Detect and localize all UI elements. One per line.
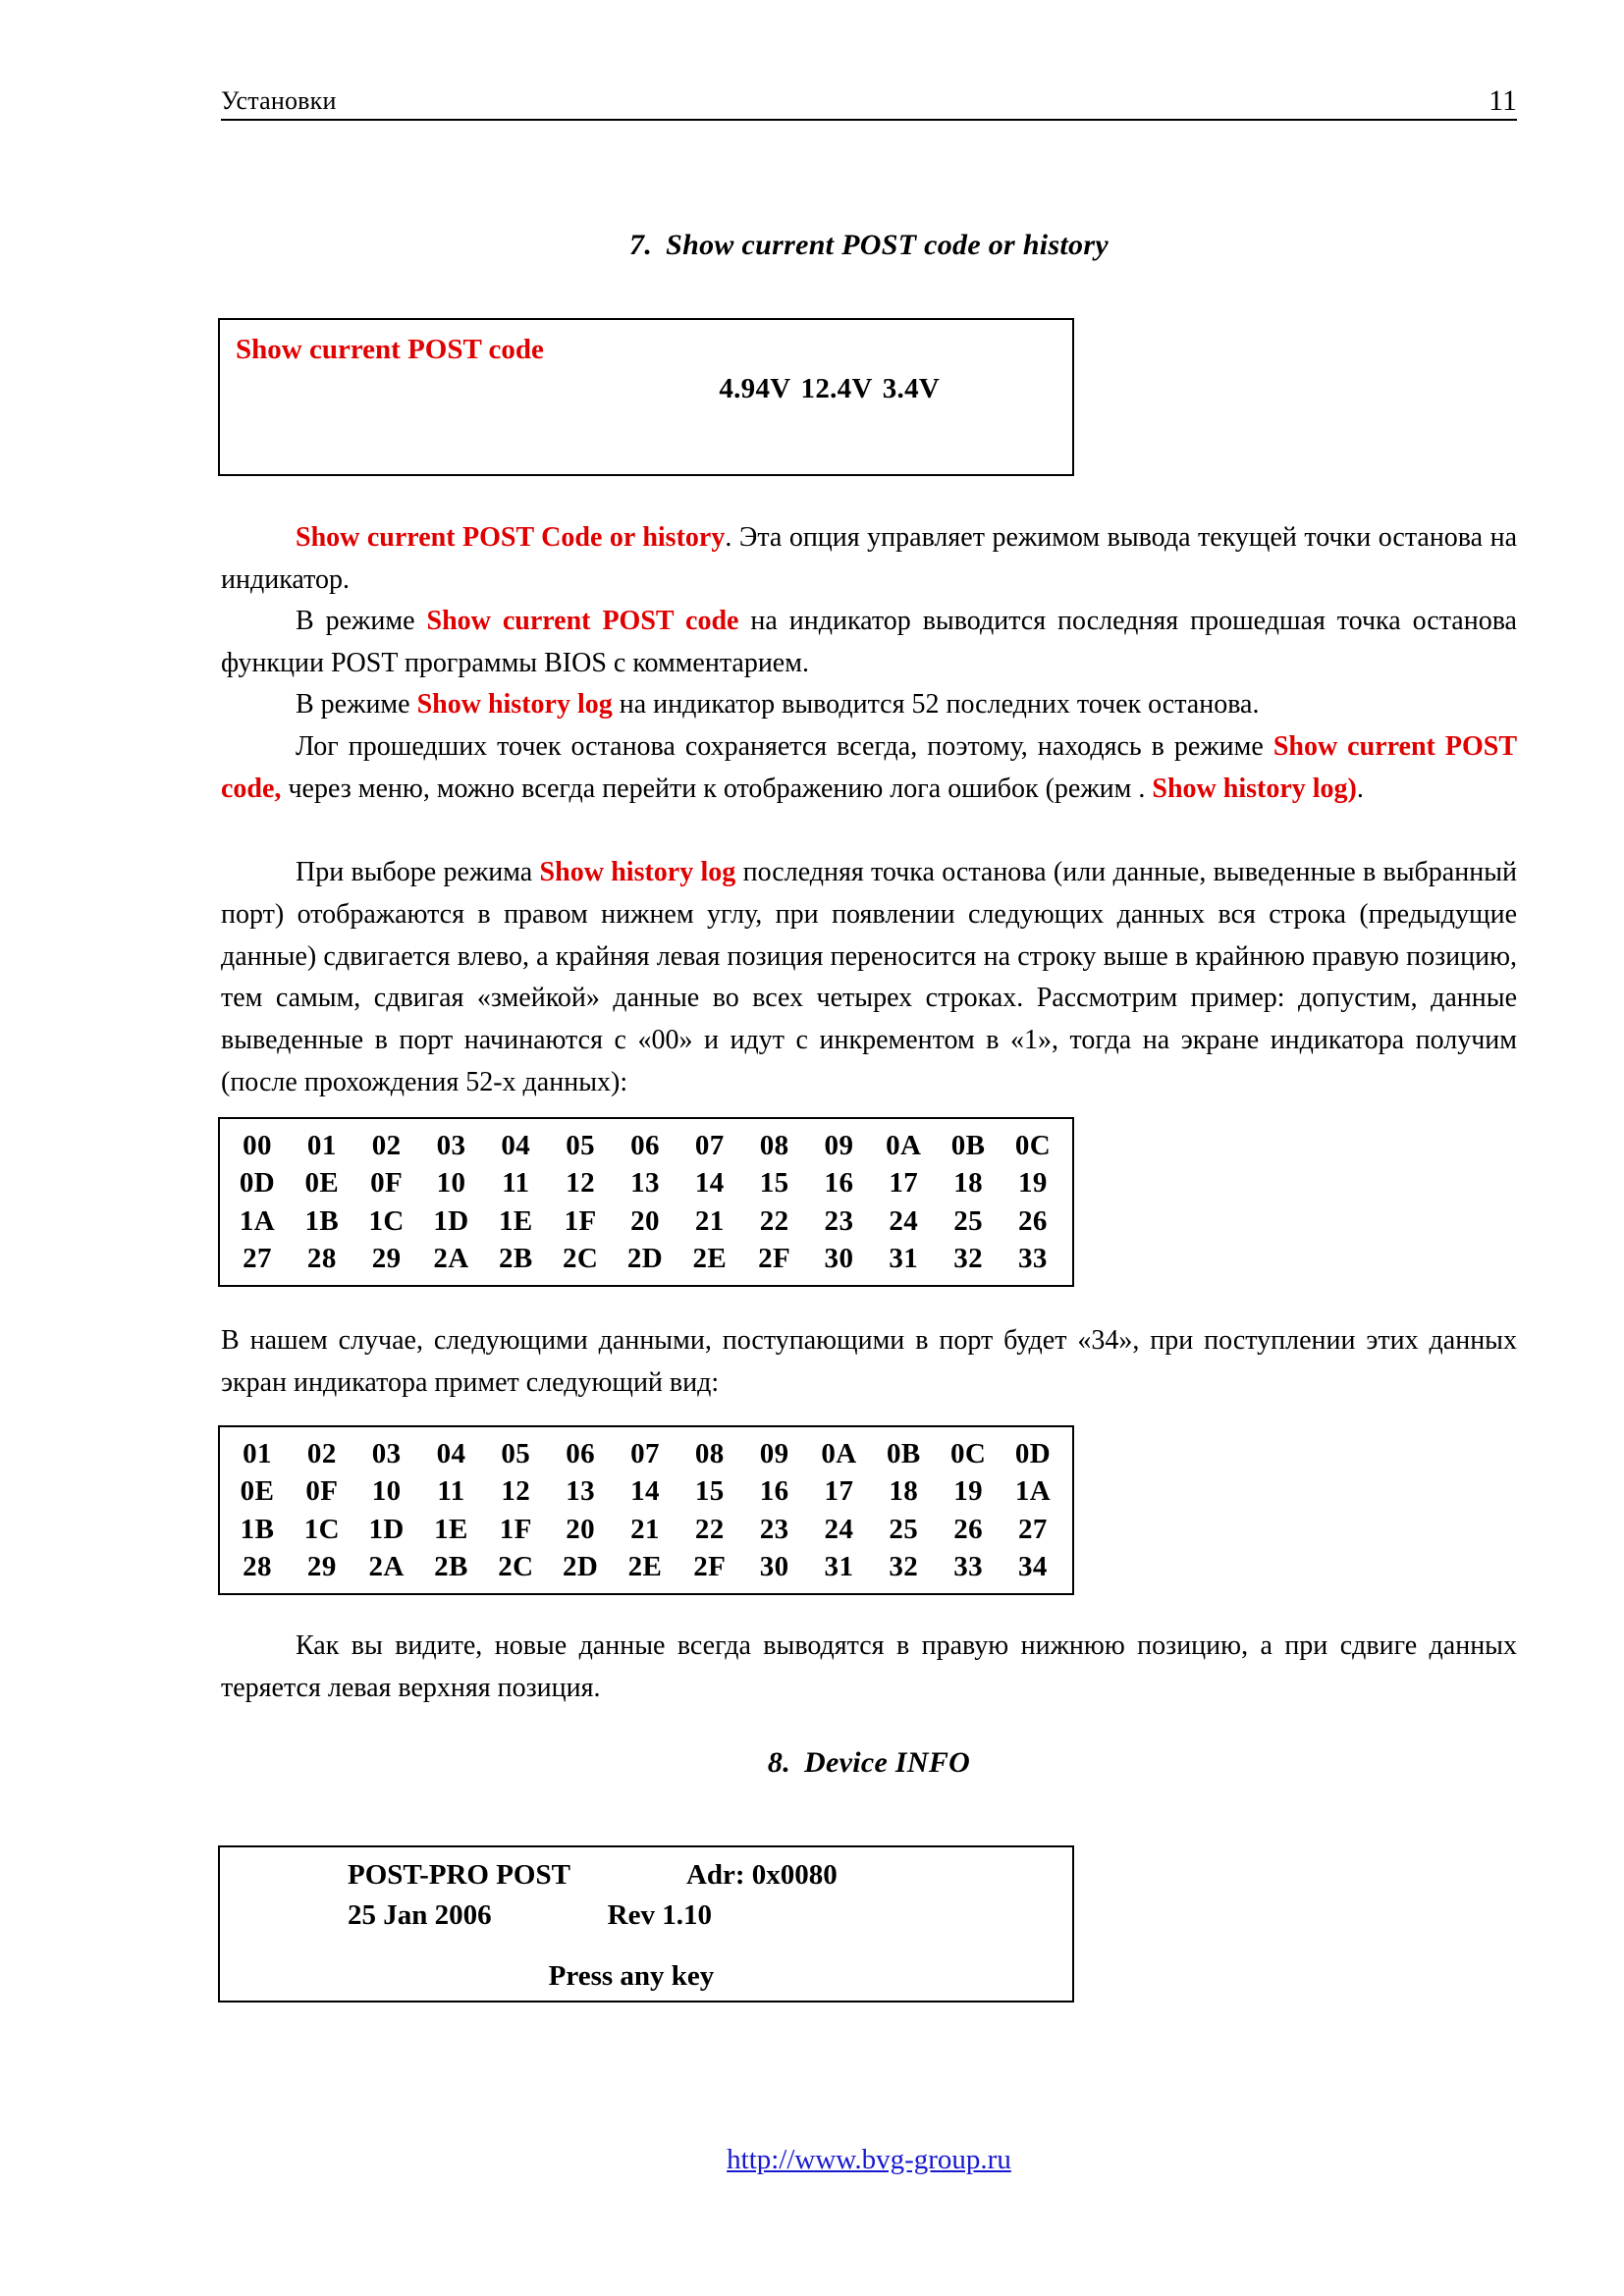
hex-cell: 05 <box>566 1130 596 1161</box>
hex-cell: 28 <box>306 1242 337 1274</box>
hex-cell: 04 <box>436 1438 466 1469</box>
hex-row <box>220 1202 1072 1240</box>
hex-cell: 12 <box>501 1475 531 1508</box>
hex-cell: 16 <box>759 1475 789 1508</box>
hex-cell: 02 <box>371 1130 402 1161</box>
hex-cell: 2B <box>498 1242 533 1274</box>
device-date: 25 Jan 2006 <box>348 1898 492 1931</box>
hex-cell: 06 <box>630 1130 660 1161</box>
paragraph-5-after: последняя точка останова (или данные, выведенные в выбранный порт) отображаются в правом нижнем углу, при появлении следующих данных вся строка (предыдущие данные) сдвигается влево, а крайняя левая позиция переносится на строку выше в крайнюю правую позицию, тем самым, сдвигая «змейкой» данные во всех четырех строках. Рассмотрим пример: допустим, данные выведенные в порт начинаются с «00» и идут с инкрементом в «1», тогда на экране индикатора получим (после прохождения 52-х данных): <box>221 857 1517 1098</box>
hex-cell: 0A <box>821 1438 857 1469</box>
hex-cell: 14 <box>694 1167 725 1200</box>
section-7-heading <box>221 229 1517 262</box>
hex-row <box>220 1435 1072 1472</box>
hex-cell: 18 <box>953 1167 984 1200</box>
hex-cell: 2C <box>563 1242 599 1274</box>
hex-cell: 2F <box>693 1550 727 1582</box>
hex-cell: 25 <box>953 1204 984 1237</box>
footer <box>221 2144 1517 2176</box>
hex-cell: 21 <box>694 1204 725 1237</box>
section-8-heading <box>221 1746 1517 1780</box>
hex-cell: 1F <box>564 1204 597 1237</box>
lcd-display-device-info <box>218 1845 1074 2002</box>
hex-cell: 30 <box>824 1242 854 1274</box>
hex-cell: 1E <box>498 1204 533 1237</box>
hex-cell: 2A <box>433 1242 469 1274</box>
lcd-display-hex-table-1 <box>218 1117 1074 1287</box>
hex-cell: 03 <box>371 1438 402 1469</box>
hex-cell: 15 <box>694 1475 725 1508</box>
voltage-3v3: 3.4V <box>882 373 941 405</box>
voltage-12v: 12.4V <box>800 373 873 405</box>
paragraph-log-always-saved <box>221 726 1517 811</box>
hex-cell: 09 <box>824 1130 854 1161</box>
term-show-history-log-3: Show history log <box>539 857 736 887</box>
hex-cell: 0E <box>240 1475 275 1508</box>
paragraph-2-before: В режиме <box>296 606 427 636</box>
hex-cell: 1C <box>368 1204 405 1237</box>
hex-cell: 2B <box>434 1550 468 1582</box>
hex-cell: 00 <box>243 1130 272 1161</box>
hex-cell: 1B <box>240 1513 275 1545</box>
hex-cell: 14 <box>630 1475 660 1508</box>
hex-cell: 29 <box>371 1242 402 1274</box>
lcd-voltage-readouts <box>660 330 940 448</box>
hex-cell: 1D <box>433 1204 469 1237</box>
lcd-mode-label: Show current POST code <box>236 334 544 365</box>
hex-cell: 17 <box>889 1167 919 1200</box>
hex-cell: 07 <box>630 1438 660 1469</box>
hex-cell: 06 <box>566 1438 596 1469</box>
hex-cell: 20 <box>630 1204 660 1237</box>
hex-cell: 10 <box>371 1475 402 1508</box>
hex-cell: 10 <box>436 1167 466 1200</box>
hex-cell: 15 <box>759 1167 789 1200</box>
paragraph-4-middle: через меню, можно всегда перейти к отображению лога ошибок (режим . <box>281 773 1153 804</box>
hex-cell: 17 <box>824 1475 854 1508</box>
device-address: Adr: 0x0080 <box>685 1859 838 1891</box>
hex-row <box>220 1511 1072 1548</box>
hex-cell: 31 <box>889 1242 919 1274</box>
hex-cell: 1A <box>239 1204 276 1237</box>
hex-cell: 12 <box>566 1167 596 1200</box>
paragraph-3-before: В режиме <box>296 689 417 720</box>
term-show-current-post-code-or-history: Show current POST Code or history <box>296 522 726 553</box>
hex-row <box>220 1240 1072 1277</box>
hex-cell: 2E <box>627 1550 663 1582</box>
hex-row <box>220 1127 1072 1164</box>
hex-row <box>220 1472 1072 1510</box>
device-revision: Rev 1.10 <box>607 1898 712 1931</box>
hex-cell: 24 <box>824 1513 854 1545</box>
section-8-title: Device INFO <box>804 1746 971 1779</box>
hex-cell: 09 <box>759 1438 789 1469</box>
hex-cell: 23 <box>759 1513 789 1545</box>
hex-cell: 08 <box>759 1130 789 1161</box>
hex-cell: 2A <box>368 1550 405 1582</box>
hex-cell: 13 <box>630 1167 660 1200</box>
term-show-history-log: Show history log <box>416 689 613 720</box>
lcd-line-1 <box>220 330 1072 448</box>
hex-cell: 27 <box>1018 1513 1048 1545</box>
hex-cell: 16 <box>824 1167 854 1200</box>
press-any-key-prompt: Press any key <box>548 1960 715 1993</box>
hex-cell: 19 <box>1018 1167 1048 1200</box>
hex-row <box>220 1164 1072 1201</box>
page-header <box>221 86 1517 121</box>
paragraph-snake-scroll-explanation <box>221 852 1517 1104</box>
hex-cell: 22 <box>694 1513 725 1545</box>
hex-cell: 27 <box>243 1242 272 1274</box>
lcd-display-post-code <box>218 318 1074 476</box>
hex-cell: 25 <box>889 1513 919 1545</box>
paragraph-4-before: Лог прошедших точек останова сохраняется всегда, поэтому, находясь в режиме <box>296 731 1273 762</box>
hex-cell: 32 <box>889 1550 919 1582</box>
hex-cell: 01 <box>306 1130 337 1161</box>
hex-cell: 32 <box>953 1242 984 1274</box>
hex-cell: 11 <box>502 1167 530 1200</box>
term-show-history-log-2: Show history log) <box>1152 773 1357 804</box>
hex-cell: 30 <box>759 1550 789 1582</box>
hex-cell: 0C <box>949 1438 987 1469</box>
hex-cell: 13 <box>566 1475 596 1508</box>
header-title: Установки <box>221 86 337 116</box>
voltage-5v: 4.94V <box>719 373 791 405</box>
hex-cell: 11 <box>437 1475 465 1508</box>
hex-cell: 2D <box>626 1242 664 1274</box>
hex-row <box>220 1548 1072 1585</box>
hex-cell: 20 <box>566 1513 596 1545</box>
hex-cell: 19 <box>953 1475 984 1508</box>
device-info-row-2 <box>220 1896 1072 1936</box>
page-number: 11 <box>1489 84 1517 117</box>
hex-cell: 03 <box>436 1130 466 1161</box>
hex-cell: 2E <box>692 1242 728 1274</box>
term-show-current-post-code: Show current POST code <box>426 606 739 636</box>
device-name: POST-PRO POST <box>348 1859 570 1891</box>
hex-cell: 07 <box>694 1130 725 1161</box>
hex-cell: 33 <box>953 1550 984 1582</box>
paragraph-post-code-mode <box>221 601 1517 685</box>
hex-cell: 1B <box>304 1204 340 1237</box>
hex-cell: 05 <box>501 1438 531 1469</box>
hex-cell: 2F <box>758 1242 791 1274</box>
hex-cell: 26 <box>953 1513 984 1545</box>
hex-cell: 1F <box>499 1513 532 1545</box>
hex-cell: 24 <box>889 1204 919 1237</box>
paragraph-history-log-mode <box>221 684 1517 726</box>
hex-cell: 21 <box>630 1513 660 1545</box>
section-7-title: Show current POST code or history <box>666 229 1109 261</box>
hex-cell: 31 <box>824 1550 854 1582</box>
hex-cell: 02 <box>306 1438 337 1469</box>
term-show-current-post-code-2: Show current POST code, <box>221 731 1517 804</box>
hex-cell: 18 <box>889 1475 919 1508</box>
paragraph-next-data-34: В нашем случае, следующими данными, поступающими в порт будет «34», при поступлении этих данных экран индикатора примет следующий вид: <box>221 1325 1517 1398</box>
hex-cell: 0B <box>950 1130 986 1161</box>
hex-cell: 34 <box>1018 1550 1048 1582</box>
paragraph-1-text: . Эта опция управляет режимом вывода текущей точки останова на индикатор. <box>221 522 1518 595</box>
hex-cell: 0C <box>1014 1130 1052 1161</box>
section-8-number: 8. <box>767 1746 791 1779</box>
hex-cell: 0F <box>370 1167 404 1200</box>
hex-cell: 08 <box>694 1438 725 1469</box>
hex-cell: 01 <box>243 1438 272 1469</box>
lcd-display-hex-table-2 <box>218 1425 1074 1595</box>
hex-cell: 0B <box>886 1438 921 1469</box>
hex-cell: 0F <box>305 1475 339 1508</box>
paragraph-4-after: . <box>1356 773 1364 804</box>
hex-cell: 0A <box>886 1130 922 1161</box>
paragraph-3-after: на индикатор выводится 52 последних точек останова. <box>612 689 1260 720</box>
paragraph-5-before: При выборе режима <box>296 857 540 887</box>
device-info-row-1 <box>220 1855 1072 1896</box>
hex-cell: 1E <box>434 1513 468 1545</box>
hex-cell: 2C <box>498 1550 534 1582</box>
hex-cell: 26 <box>1018 1204 1048 1237</box>
hex-cell: 0E <box>304 1167 340 1200</box>
section-7-number: 7. <box>629 229 653 261</box>
hex-cell: 1A <box>1014 1475 1052 1508</box>
hex-cell: 33 <box>1018 1242 1048 1274</box>
paragraph-2-after: на индикатор выводится последняя прошедшая точка останова функции POST программы BIOS с комментарием. <box>221 606 1517 678</box>
paragraph-option-description <box>221 517 1517 602</box>
hex-cell: 23 <box>824 1204 854 1237</box>
hex-cell: 1D <box>368 1513 405 1545</box>
hex-cell: 04 <box>501 1130 531 1161</box>
hex-cell: 22 <box>759 1204 789 1237</box>
hex-cell: 29 <box>306 1550 337 1582</box>
hex-cell: 1C <box>303 1513 340 1545</box>
hex-cell: 28 <box>243 1550 272 1582</box>
hex-cell: 0D <box>239 1167 276 1200</box>
paragraph-summary: Как вы видите, новые данные всегда выводятся в правую нижнюю позицию, а при сдвиге данных теряется левая верхняя позиция. <box>221 1630 1517 1703</box>
footer-url-link[interactable]: http://www.bvg-group.ru <box>727 2144 1011 2175</box>
hex-cell: 0D <box>1014 1438 1052 1469</box>
hex-cell: 2D <box>563 1550 599 1582</box>
